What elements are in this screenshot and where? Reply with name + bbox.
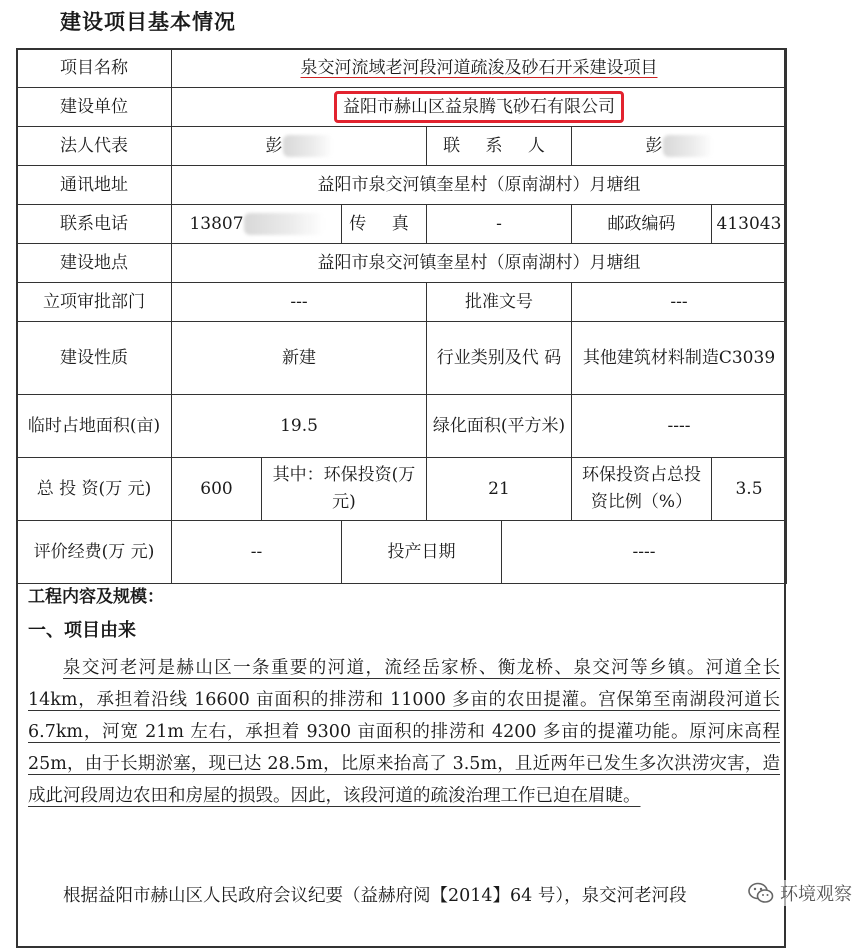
address-label: 通讯地址 [17, 166, 172, 205]
prod-date-label: 投产日期 [342, 521, 502, 584]
phone-value: 13807 [172, 205, 342, 244]
watermark [748, 880, 852, 906]
site-label: 建设地点 [17, 244, 172, 283]
postcode-label: 邮政编码 [572, 205, 712, 244]
total-invest-value: 600 [172, 458, 262, 521]
wechat-icon [748, 882, 774, 904]
project-name-label: 项目名称 [17, 49, 172, 88]
approval-no-label: 批准文号 [427, 283, 572, 322]
project-name-value: 泉交河流域老河段河道疏浚及砂石开采建设项目 [172, 49, 787, 88]
fax-value: - [427, 205, 572, 244]
redaction-blur [663, 135, 713, 157]
industry-label: 行业类别及代 码 [427, 322, 572, 395]
legal-rep-value: 彭 [172, 127, 427, 166]
phone-label: 联系电话 [17, 205, 172, 244]
table-row [17, 244, 787, 283]
legal-rep-label: 法人代表 [17, 127, 172, 166]
table-row [17, 521, 787, 584]
builder-value [172, 88, 787, 127]
total-invest-label: 总 投 资(万 元) [17, 458, 172, 521]
nature-label: 建设性质 [17, 322, 172, 395]
nature-value: 新建 [172, 322, 427, 395]
approval-no-value: --- [572, 283, 787, 322]
project-info-table [16, 48, 787, 584]
site-value: 益阳市泉交河镇奎星村（原南湖村）月塘组 [172, 244, 787, 283]
postcode-value: 413043 [712, 205, 787, 244]
temp-area-value: 19.5 [172, 395, 427, 458]
green-area-label: 绿化面积(平方米) [427, 395, 572, 458]
table-row [17, 395, 787, 458]
section-heading: 一、项目由来 [28, 620, 136, 641]
builder-label: 建设单位 [17, 88, 172, 127]
address-value: 益阳市泉交河镇奎星村（原南湖村）月塘组 [172, 166, 787, 205]
table-row [17, 49, 787, 88]
env-invest-value: 21 [427, 458, 572, 521]
industry-value: 其他建筑材料制造C3039 [572, 322, 787, 395]
fax-label: 传 真 [342, 205, 427, 244]
table-row [17, 166, 787, 205]
page-title: 建设项目基本情况 [60, 10, 236, 34]
watermark-text: 环境观察 [780, 884, 852, 905]
env-ratio-value: 3.5 [712, 458, 787, 521]
prod-date-value: ---- [502, 521, 787, 584]
table-row [17, 458, 787, 521]
table-row [17, 283, 787, 322]
contact-value: 彭 [572, 127, 787, 166]
env-invest-label: 其中：环保投资(万元) [262, 458, 427, 521]
table-row [17, 88, 787, 127]
scope-heading: 工程内容及规模： [28, 587, 164, 607]
redaction-blur [244, 213, 324, 235]
eval-fee-value: -- [172, 521, 342, 584]
approval-dept-value: --- [172, 283, 427, 322]
paragraph-origin: 泉交河老河是赫山区一条重要的河道，流经岳家桥、衡龙桥、泉交河等乡镇。河道全长 14km，承担着沿线 16600 亩面积的排涝和 11000 多亩的农田提灌。宫保第至南湖段河道长 6.7km，河宽 21m 左右，承担着 9300 亩面积的排涝和 4200 多亩的提灌功能。原河床高程 25m，由于长期淤塞，现已达 28.5m，比原来抬高了 3.5m，且近两年已发生多次洪涝灾害，造成此河段周边农田和房屋的损毁。因此，该段河道的疏浚治理工作已迫在眉睫。 [28, 658, 780, 806]
builder-highlight: 益阳市赫山区益泉腾飞砂石有限公司 [334, 91, 624, 123]
env-ratio-label: 环保投资占总投资比例（%） [572, 458, 712, 521]
approval-dept-label: 立项审批部门 [17, 283, 172, 322]
temp-area-label: 临时占地面积(亩) [17, 395, 172, 458]
green-area-value: ---- [572, 395, 787, 458]
redaction-blur [283, 135, 333, 157]
contact-label: 联 系 人 [427, 127, 572, 166]
eval-fee-label: 评价经费(万 元) [17, 521, 172, 584]
table-row [17, 127, 787, 166]
table-row [17, 205, 787, 244]
paragraph-basis: 根据益阳市赫山区人民政府会议纪要（益赫府阅【2014】64 号），泉交河老河段 [63, 886, 687, 906]
table-row [17, 322, 787, 395]
